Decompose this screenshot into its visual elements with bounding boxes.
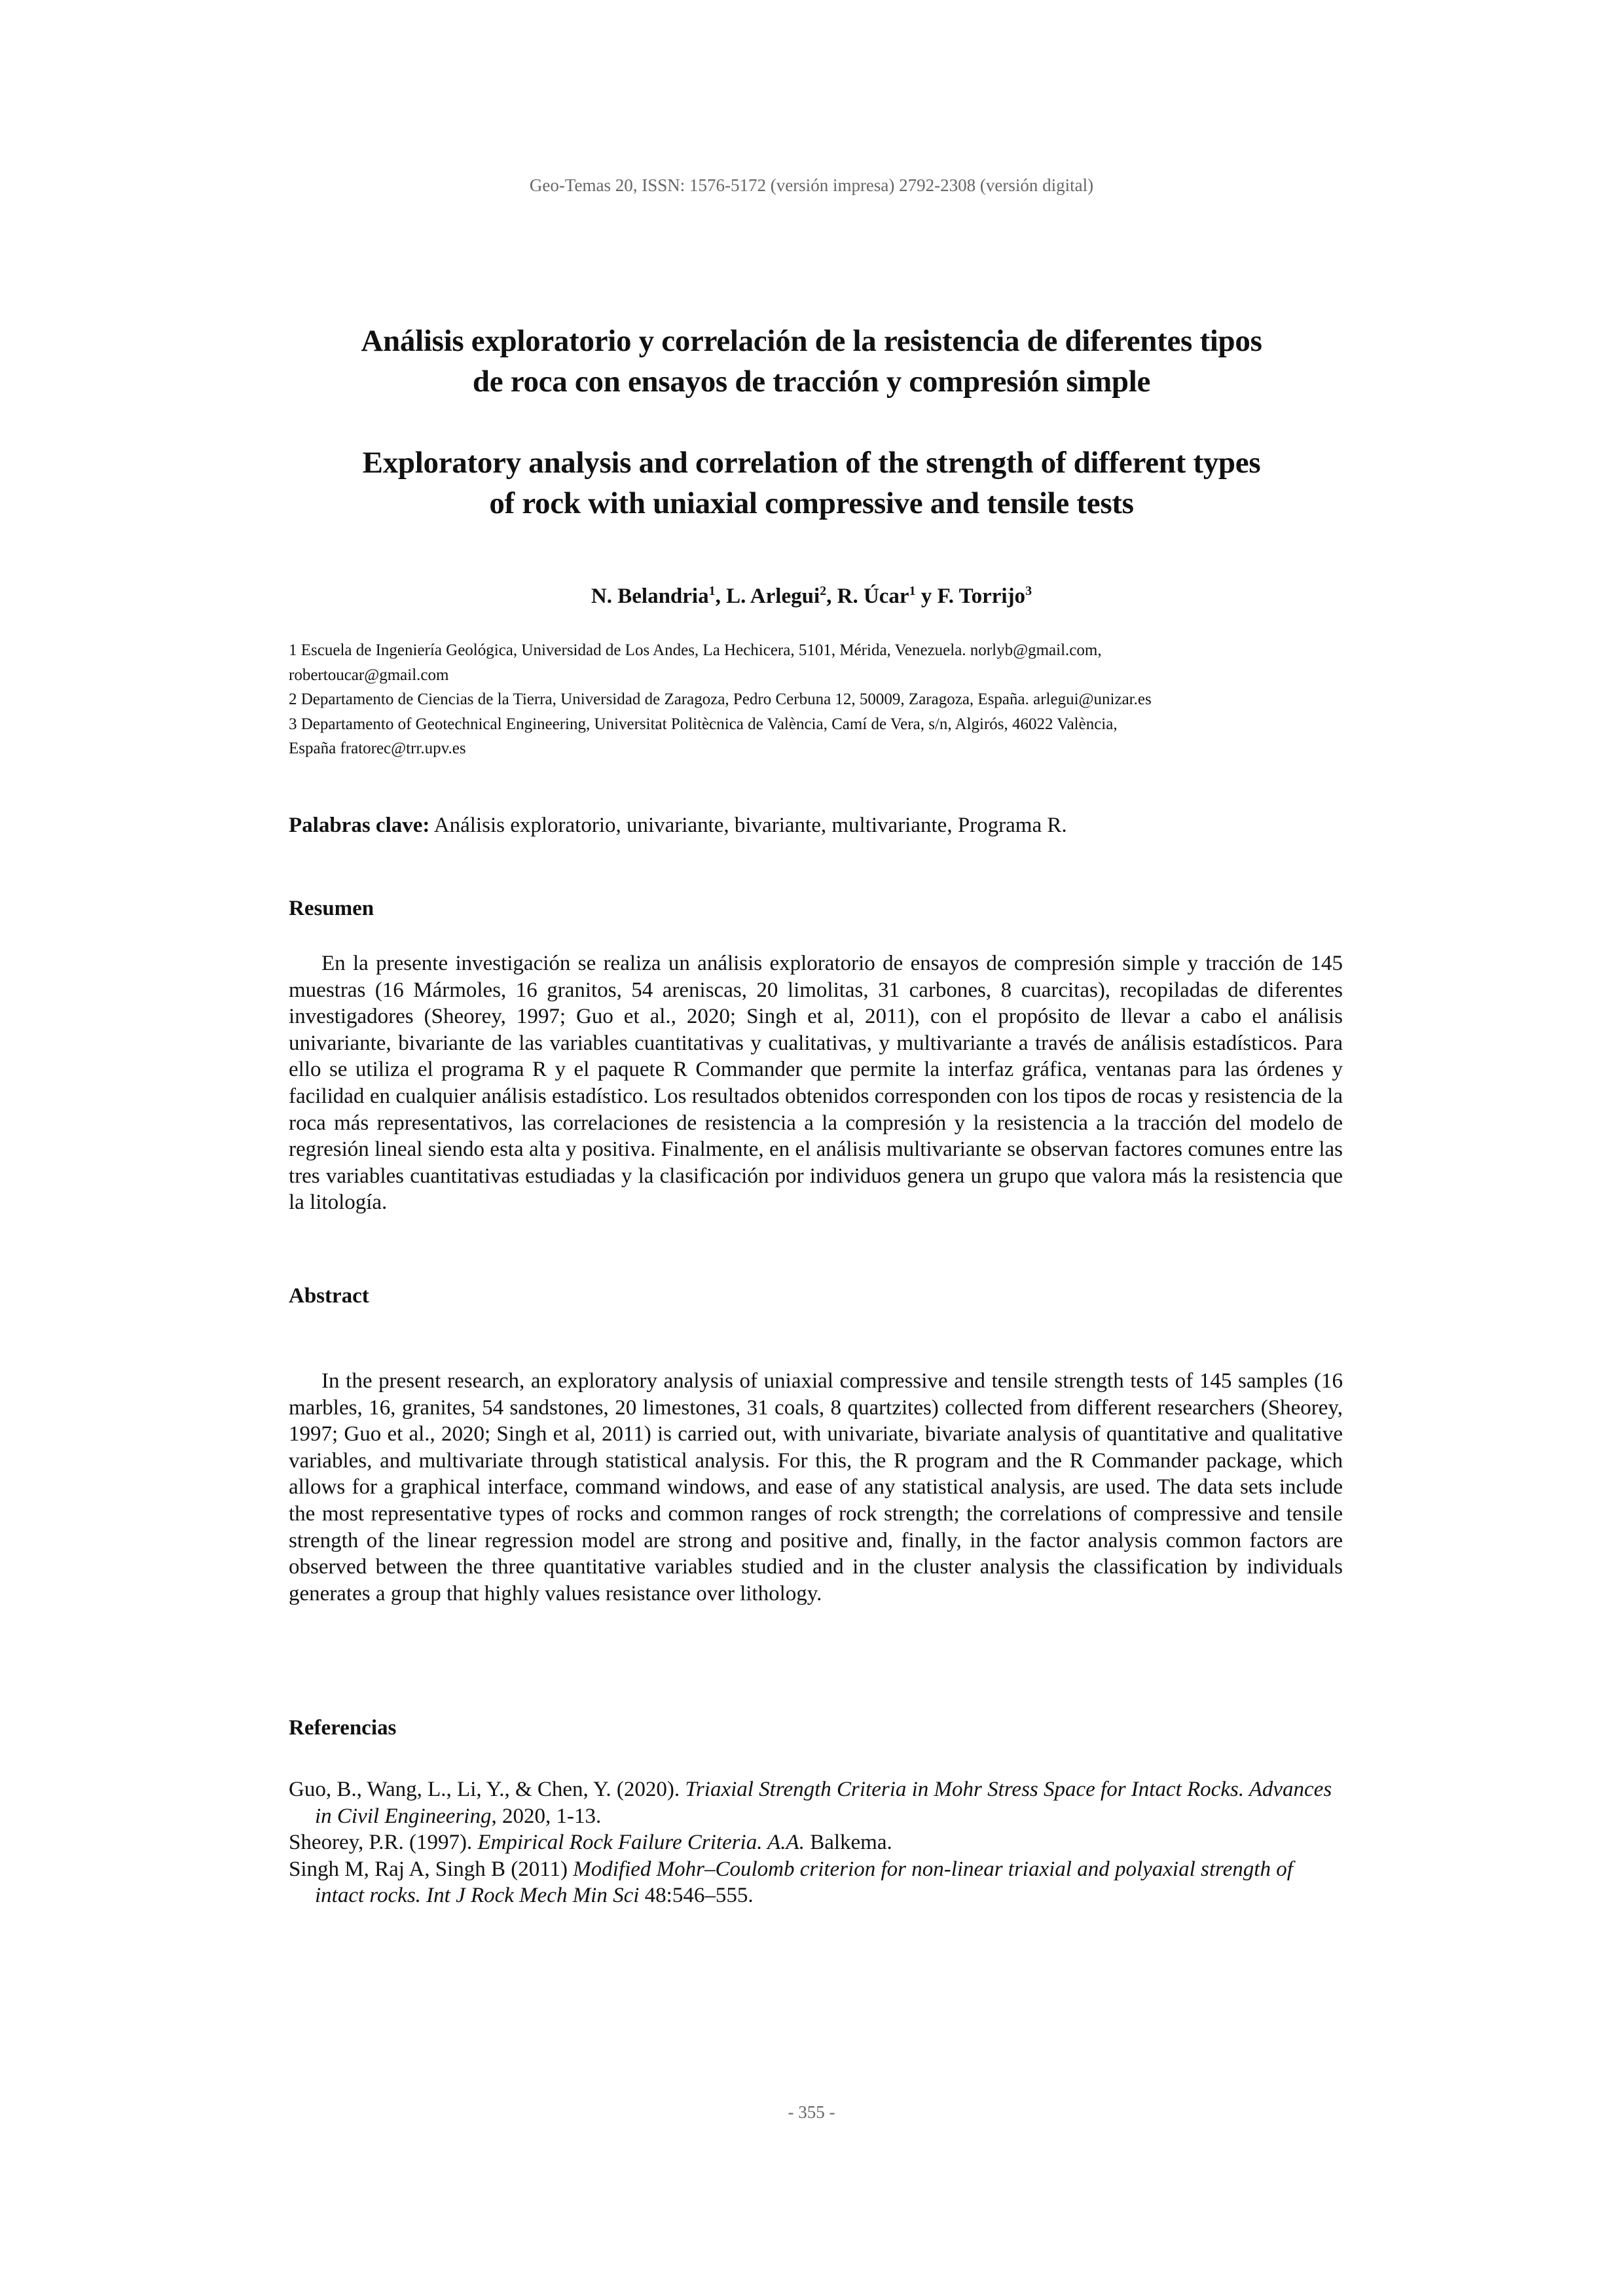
author (837, 584, 938, 608)
keywords-text: Análisis exploratorio, univariante, bivariante, multivariante, Programa R. (429, 814, 1067, 837)
reference-details: 48:546–555. (639, 1884, 754, 1908)
author-name: L. Arlegui (726, 584, 820, 608)
reference-details: , 2020, 1-13. (491, 1804, 602, 1828)
author-separator: , (715, 584, 727, 608)
reference-authors: Singh M, Raj A, Singh B (2011) (289, 1857, 574, 1881)
affiliation-line: 2 Departamento de Ciencias de la Tierra, Universidad de Zaragoza, Pedro Cerbuna 12, 50009, Zaragoza, España. arlegui@unizar.es (289, 691, 1152, 708)
abstract-body: In the present research, an exploratory analysis of uniaxial compressive and tensile strength tests of 145 samples (16 marbles, 16, granites, 54 sandstones, 20 limestones, 31 coals, 8 quartzites) collected from different researchers (Sheorey, 1997; Guo et al., 2020; Singh et al, 2011) is carried out, with univariate, bivariate analysis of quantitative and qualitative variables, and multivariate through statistical analysis. For this, the R program and the R Commander package, which allows for a graphical interface, command windows, and ease of any statistical analysis, are used. The data sets include the most representative types of rocks and common ranges of rock strength; the correlations of compressive and tensile strength of the linear regression model are strong and positive and, finally, in the factor analysis common factors are observed between the three quantitative variables studied and in the cluster analysis the classification by individuals generates a group that highly values resistance over lithology. (289, 1369, 1343, 1605)
affiliation-marker: 1 (909, 584, 916, 598)
keywords (289, 814, 1343, 838)
author (591, 584, 726, 608)
reference-details: Balkema. (804, 1831, 892, 1855)
title-spanish (0, 321, 1623, 402)
author-list (0, 584, 1623, 609)
title-spanish-line-2: de roca con ensayos de tracción y compresión simple (472, 365, 1151, 399)
resumen-heading: Resumen (289, 897, 374, 920)
title-english-line-1: Exploratory analysis and correlation of the strength of different types (362, 446, 1261, 480)
page-number: - 355 - (788, 2102, 835, 2122)
affiliation-line: 3 Departamento of Geotechnical Engineering, Universitat Politècnica de València, Camí de Vera, s/n, Algirós, 46022 València, (289, 715, 1118, 733)
author-separator: , (826, 584, 837, 608)
title-english-line-2: of rock with uniaxial compressive and tensile tests (489, 486, 1134, 520)
affiliation-marker: 3 (1025, 584, 1032, 598)
author (726, 584, 837, 608)
author-name: F. Torrijo (937, 584, 1026, 608)
title-english (0, 442, 1623, 524)
affiliation-line: España fratorec@trr.upv.es (289, 740, 466, 757)
affiliation-line: robertoucar@gmail.com (289, 666, 449, 684)
affiliation-marker: 2 (820, 584, 827, 598)
author (938, 584, 1032, 608)
reference-authors: Guo, B., Wang, L., Li, Y., & Chen, Y. (2020). (289, 1778, 685, 1801)
affiliation-line: 1 Escuela de Ingeniería Geológica, Universidad de Los Andes, La Hechicera, 5101, Mérida, Venezuela. norlyb@gmail.com, (289, 641, 1102, 659)
reference-authors: Sheorey, P.R. (1997). (289, 1831, 478, 1855)
affiliation-marker: 1 (708, 584, 716, 598)
abstract-heading: Abstract (289, 1284, 369, 1308)
resumen-body: En la presente investigación se realiza un análisis exploratorio de ensayos de compresión simple y tracción de 145 muestras (16 Mármoles, 16 granitos, 54 areniscas, 20 limolitas, 31 carbones, 8 cuarcitas), recopiladas de diferentes investigadores (Sheorey, 1997; Guo et al., 2020; Singh et al, 2011), con el propósito de llevar a cabo el análisis univariante, bivariante de las variables cuantitativas y cualitativas, y multivariante a través de análisis estadísticos. Para ello se utiliza el programa R y el paquete R Commander que permite la interfaz gráfica, ventanas para las órdenes y facilidad en cualquier análisis estadístico. Los resultados obtenidos corresponden con los tipos de rocas y resistencia de la roca más representativos, las correlaciones de resistencia a la compresión y la resistencia a la tracción del modelo de regresión lineal siendo esta alta y positiva. Finalmente, en el análisis multivariante se observan factores comunes entre las tres variables cuantitativas estudiadas y la clasificación por individuos genera un grupo que valora más la resistencia que la litología. (289, 952, 1343, 1215)
affiliations (289, 638, 1343, 761)
author-name: R. Úcar (837, 584, 909, 608)
reference-item (289, 1776, 1343, 1829)
reference-item (289, 1856, 1343, 1909)
title-spanish-line-1: Análisis exploratorio y correlación de la resistencia de diferentes tipos (361, 324, 1262, 358)
reference-list (289, 1776, 1343, 1909)
keywords-label: Palabras clave: (289, 814, 430, 837)
author-name: N. Belandria (591, 584, 709, 608)
reference-title: Triaxial Strength Criteria in Mohr Stress Space for Intact Rocks. Advances in Civil Engineering (315, 1778, 1332, 1828)
reference-title: Empirical Rock Failure Criteria. A.A. (477, 1831, 805, 1855)
reference-item (289, 1829, 1343, 1856)
author-separator: y (915, 584, 938, 608)
references-heading: Referencias (289, 1716, 397, 1740)
reference-title: Modified Mohr–Coulomb criterion for non-linear triaxial and polyaxial strength of intact rocks. Int J Rock Mech Min Sci (315, 1857, 1293, 1908)
running-head: Geo-Temas 20, ISSN: 1576-5172 (versión impresa) 2792-2308 (versión digital) (529, 175, 1094, 195)
